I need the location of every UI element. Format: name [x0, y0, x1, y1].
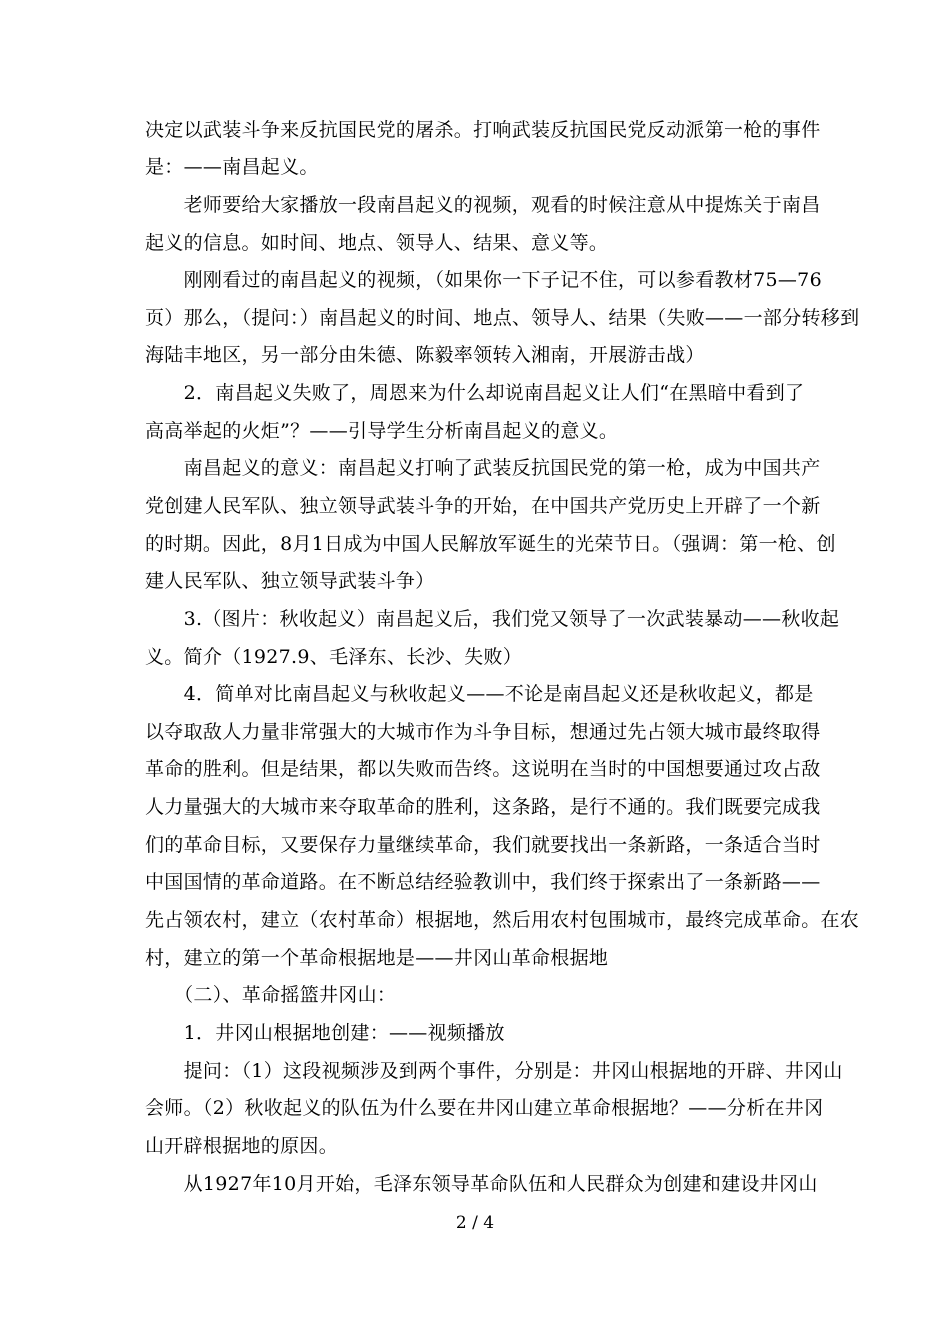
text-line: 海陆丰地区，另一部分由朱德、陈毅率领转入湘南，开展游击战） — [145, 344, 705, 366]
text-line: 村，建立的第一个革命根据地是——井冈山革命根据地 — [145, 947, 609, 969]
text-line: 提问：（1）这段视频涉及到两个事件，分别是：井冈山根据地的开辟、井冈山 — [145, 1060, 843, 1082]
text-line: 义。简介（1927.9、毛泽东、长沙、失败） — [145, 646, 523, 668]
text-line: 的时期。因此，8月1日成为中国人民解放军诞生的光荣节日。（强调：第一枪、创 — [145, 533, 836, 555]
text-line: 4．简单对比南昌起义与秋收起义——不论是南昌起义还是秋收起义，都是 — [145, 683, 814, 705]
text-line: 1．井冈山根据地创建：——视频播放 — [145, 1022, 505, 1044]
text-line: 以夺取敌人力量非常强大的大城市作为斗争目标，想通过先占领大城市最终取得 — [145, 721, 821, 743]
text-line: 页）那么，（提问：）南昌起义的时间、地点、领导人、结果（失败——一部分转移到 — [145, 307, 860, 329]
text-line: 山开辟根据地的原因。 — [145, 1135, 339, 1157]
page-number: 2 / 4 — [455, 1213, 495, 1233]
text-line: 南昌起义的意义：南昌起义打响了武装反抗国民党的第一枪，成为中国共产 — [145, 457, 821, 479]
text-line: 人力量强大的大城市来夺取革命的胜利，这条路，是行不通的。我们既要完成我 — [145, 796, 821, 818]
text-line: 中国国情的革命道路。在不断总结经验教训中，我们终于探索出了一条新路—— — [145, 871, 821, 893]
text-line: 革命的胜利。但是结果，都以失败而告终。这说明在当时的中国想要通过攻占敌 — [145, 758, 821, 780]
text-line: 高高举起的火炬”？——引导学生分析南昌起义的意义。 — [145, 420, 619, 442]
text-line: 2．南昌起义失败了，周恩来为什么却说南昌起义让人们“在黑暗中看到了 — [145, 382, 805, 404]
text-line: 建人民军队、独立领导武装斗争） — [145, 570, 435, 592]
text-line: 决定以武装斗争来反抗国民党的屠杀。打响武装反抗国民党反动派第一枪的事件 — [145, 119, 821, 141]
text-line: 党创建人民军队、独立领导武装斗争的开始，在中国共产党历史上开辟了一个新 — [145, 495, 821, 517]
text-line: 老师要给大家播放一段南昌起义的视频，观看的时候注意从中提炼关于南昌 — [145, 194, 821, 216]
text-line: 从1927年10月开始，毛泽东领导革命队伍和人民群众为创建和建设井冈山 — [145, 1173, 818, 1195]
text-line: 会师。（2）秋收起义的队伍为什么要在井冈山建立革命根据地？——分析在井冈 — [145, 1097, 824, 1119]
text-line: 先占领农村，建立（农村革命）根据地，然后用农村包围城市，最终完成革命。在农 — [145, 909, 860, 931]
text-line: 起义的信息。如时间、地点、领导人、结果、意义等。 — [145, 232, 609, 254]
section-heading: （二）、革命摇篮井冈山： — [145, 984, 397, 1006]
text-line: 3.（图片：秋收起义）南昌起义后，我们党又领导了一次武装暴动——秋收起 — [145, 608, 840, 630]
text-line: 刚刚看过的南昌起义的视频，（如果你一下子记不住，可以参看教材75—76 — [145, 269, 822, 291]
text-line: 们的革命目标，又要保存力量继续革命，我们就要找出一条新路，一条适合当时 — [145, 834, 821, 856]
text-line: 是：——南昌起义。 — [145, 156, 319, 178]
